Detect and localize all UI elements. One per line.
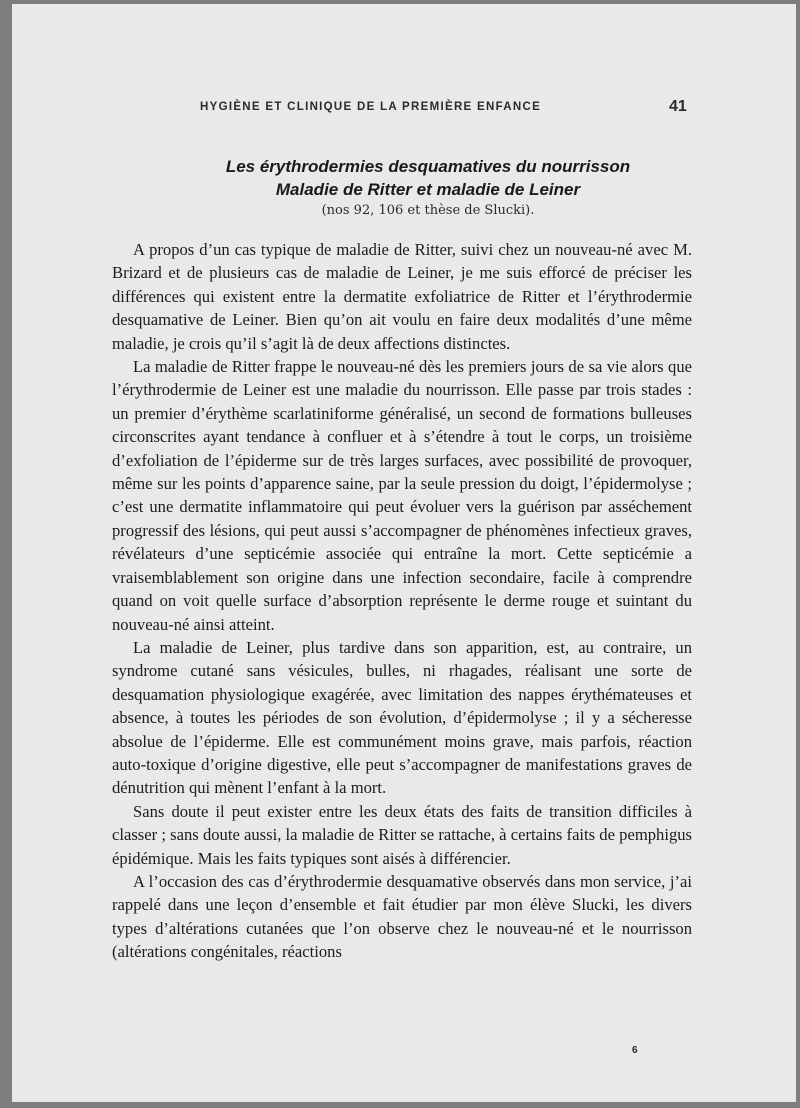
- paragraph-5: A l’occasion des cas d’érythrodermie desquamative observés dans mon service, j’ai rappelé dans une leçon d’ensemble et fait étudier par mon élève Slucki, les divers types d’altérations cutanées que l’on observe chez le nouveau-né et le nourrisson (altérations congénitales, réactions: [112, 871, 692, 962]
- article-source-note: (nos 92, 106 et thèse de Slucki).: [321, 203, 535, 218]
- paragraph-3: La maladie de Leiner, plus tardive dans son apparition, est, au contraire, un syndrome cutané sans vésicules, bulles, ni rhagades, réalisant une sorte de desquamation physiologique exagérée, avec limitation des nappes érythémateuses et absence, à toutes les périodes de son évolution, d’épidermolyse ; il y a sécheresse absolue de l’épiderme. Elle est communément moins grave, mais parfois, réaction auto-toxique d’origine digestive, elle peut s’accompagner de manifestations graves de dénutrition qui mènent l’enfant à la mort.: [112, 637, 692, 798]
- article-title-line-1: Les érythrodermies desquamatives du nourrisson: [225, 157, 631, 176]
- paragraph-2: La maladie de Ritter frappe le nouveau-né dès les premiers jours de sa vie alors que l’érythrodermie de Leiner est une maladie du nourrisson. Elle passe par trois stades : un premier d’érythème scarlatiniforme généralisé, un second de formations bulleuses circonscrites ayant tendance à confluer et à s’étendre à tout le corps, un troisième d’exfoliation de l’épiderme sur de très larges surfaces, avec possibilité de provoquer, même sur les points d’apparence saine, par la seule pression du doigt, l’épidermolyse ; c’est une dermatite inflammatoire qui peut évoluer vers la guérison par asséchement progressif des lésions, qui peut aussi s’accompagner de phénomènes infectieux graves, révélateurs d’une septicémie associée qui entraîne la mort. Cette septicémie a vraisemblablement son origine dans une infection secondaire, facile à comprendre quand on voit quelle surface d’absorption représente le derme rouge et suintant du nouveau-né ainsi atteint.: [112, 357, 692, 634]
- page-number: 41: [669, 98, 687, 115]
- article-title-line-2: Maladie de Ritter et maladie de Leiner: [275, 180, 581, 199]
- article-body: [112, 238, 692, 964]
- article-title: [52, 155, 800, 201]
- document-page: [12, 4, 796, 1102]
- running-head: HYGIÈNE ET CLINIQUE DE LA PREMIÈRE ENFANCE: [200, 101, 542, 113]
- paragraph-4: Sans doute il peut exister entre les deux états des faits de transition difficiles à classer ; sans doute aussi, la maladie de Ritter se rattache, à certains faits de pemphigus épidémique. Mais les faits typiques sont aisés à différencier.: [112, 801, 692, 868]
- paragraph-1: A propos d’un cas typique de maladie de Ritter, suivi chez un nouveau-né avec M. Brizard et de plusieurs cas de maladie de Leiner, je me suis efforcé de préciser les différences qui existent entre la dermatite exfoliatrice de Ritter et l’érythrodermie desquamative de Leiner. Bien qu’on ait voulu en faire deux modalités d’une même maladie, je crois qu’il s’agit là de deux affections distinctes.: [112, 240, 692, 353]
- signature-mark: 6: [632, 1045, 638, 1056]
